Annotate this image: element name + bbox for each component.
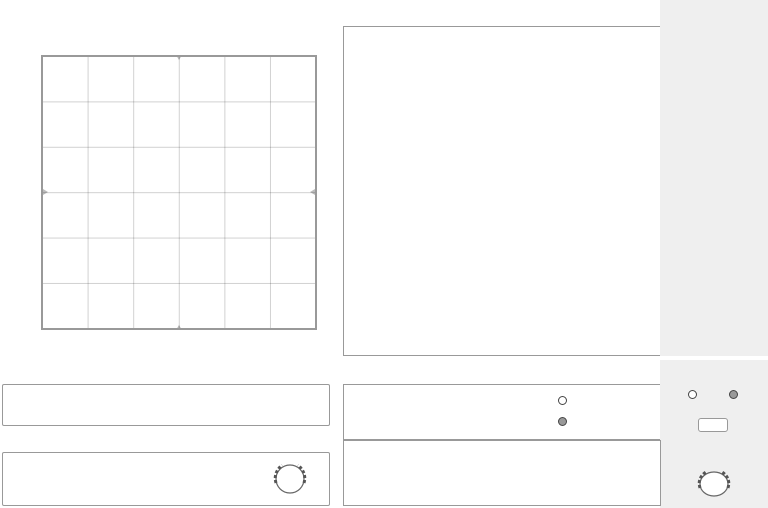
shadows-panel [343, 384, 661, 440]
filled-circle-icon [558, 417, 567, 426]
laurel-icon [268, 457, 312, 501]
rounds-track[interactable] [2, 384, 330, 426]
actions-panel [343, 440, 661, 506]
empty-circle-icon [558, 396, 567, 405]
nyx-shadow-empty-icon [688, 390, 697, 399]
nyx-market-panel [660, 0, 768, 356]
nyx-shadow-filled-icon [729, 390, 738, 399]
nyx-laurel-icon [692, 466, 736, 502]
shadow-rule-1 [558, 396, 567, 405]
nyx-shadows-box[interactable] [698, 418, 728, 432]
market-panel [343, 26, 661, 356]
shadow-rule-2 [558, 417, 567, 426]
garden-grid[interactable] [41, 55, 317, 330]
